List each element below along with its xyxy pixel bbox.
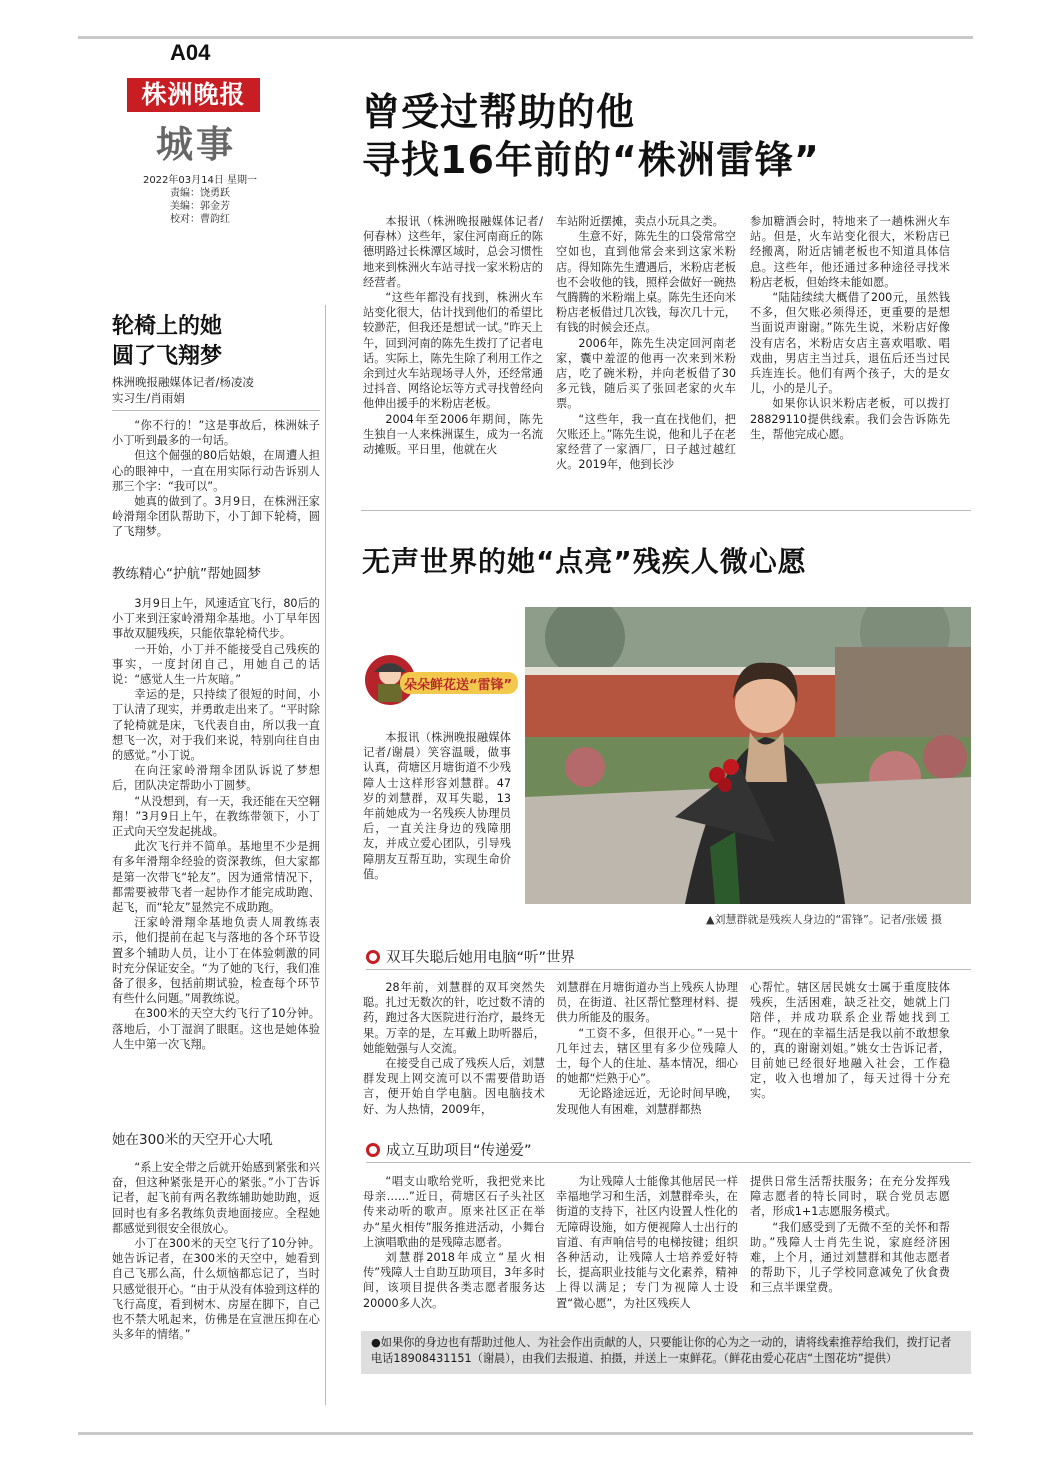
story2-sec1-col3: 心帮忙。辖区居民姚女士属于重度肢体残疾，生活困难，缺乏社交，她就上门陪伴，并成功联系企业帮她找到工作。“现在的幸福生活是我以前不敢想象的，真的谢谢刘姐。”姚女士告诉记者，目前她已经很好地融入社会，工作稳定，收入也增加了，每天过得十分充实。	[750, 981, 950, 1101]
page-number: A04	[170, 40, 211, 65]
column-divider	[325, 305, 326, 1405]
credits	[130, 174, 270, 226]
credit-editor: 责编：饶勇跃	[170, 188, 230, 199]
story1-col3: 参加糖酒会时，特地来了一趟株洲火车站。但是，火车站变化很大，米粉店已经搬离，附近店铺老板也不知道具体信息。这些年，他还通过多种途径寻找米粉店老板，但始终未能如愿。 “陆陆续续大概借了200元，虽然钱不多，但欠账必须得还，更重要的是想当面说声谢谢。”陈先生说，米粉店好像没有店名，米粉店女店主喜欢唱歌、唱戏曲，男店主当过兵，退伍后还当过民兵连连长。他们有两个孩子，大的是女儿，小的是儿子。 如果你认识米粉店老板，可以拨打28829110提供线索。我们会告诉陈先生，帮他完成心愿。	[750, 215, 950, 441]
left-subhead-1: 教练精心“护航”帮她圆梦	[112, 566, 261, 582]
leifeng-badge	[360, 650, 525, 724]
story2-headline: 无声世界的她“点亮”残疾人微心愿	[362, 545, 807, 578]
credit-date: 2022年03月14日 星期一	[142, 175, 258, 186]
bottom-rule	[78, 1432, 973, 1435]
story2-sec1-col1: 28年前，刘慧群的双耳突然失聪。扎过无数次的针，吃过数不清的药，跑过各大医院进行治疗，最终无果。万幸的是，左耳戴上助听器后，她能勉强与人交流。 在接受自己成了残疾人后，刘慧群发现上网交流可以不需要借助语言，便开始自学电脑。因电脑技术好、为人热情，2009年，	[363, 981, 545, 1116]
story2-sec2-col3: 提供日常生活帮扶服务；在充分发挥残障志愿者的特长同时，联合党员志愿者，形成1+1志愿服务模式。 “我们感受到了无微不至的关怀和帮助。”残障人士肖先生说，家庭经济困难，上个月，通过刘慧群和其他志愿者的帮助下，儿子学校同意减免了伙食费和三点半课堂费。	[750, 1175, 950, 1295]
story1-headline: 曾受过帮助的他 寻找16年前的“株洲雷锋”	[362, 90, 820, 182]
left-story-byline: 株洲晚报融媒体记者/杨凌凌 实习生/肖雨娟	[112, 375, 254, 405]
left-subhead-2: 她在300米的天空开心大吼	[112, 1132, 273, 1148]
subhead1-rule	[366, 969, 971, 970]
tip-note-box: ●如果你的身边也有帮助过他人、为社会作出贡献的人，只要能让你的心为之一动的，请将线索推荐给我们，拨打记者电话18908431151（谢晨），由我们去报道、拍摄，并送上一束鲜花。（鲜花由爱心花店“土图花坊”提供）	[361, 1331, 971, 1374]
story2-sec2-col2: 为让残障人士能像其他居民一样幸福地学习和生活，刘慧群牵头，在街道的支持下，社区内设置人性化的无障碍设施，如方便视障人士出行的盲道、有声响信号的电梯按键；组织各种活动，让残障人士培养爱好特长，提高职业技能与文化素养，精神上得以满足；专门为视障人士设置“微心愿”，为社区残疾人	[556, 1175, 738, 1310]
photo-liu-huiqun	[525, 607, 971, 904]
left-story-part1: 3月9日上午，风速适宜飞行，80后的小丁来到汪家岭滑翔伞基地。小丁早年因事故双腿残疾，只能依靠轮椅代步。 一开始，小丁并不能接受自己残疾的事实，一度封闭自己，用她自己的话说：“感觉人生一片灰暗。” 幸运的是，只持续了很短的时间，小丁认清了现实，并勇敢走出来了。“平时除了轮椅就是床，飞代表自由，所以我一直想飞一次，对于我们来说，特别向往自由的感觉。”小丁说。 在向汪家岭滑翔伞团队诉说了梦想后，团队决定帮助小丁圆梦。 “从没想到，有一天，我还能在天空翱翔！”3月9日上午，在教练带领下，小丁正式向天空发起挑战。 此次飞行并不简单。基地里不少是拥有多年滑翔伞经验的资深教练，但大家都是第一次带飞“轮友”。因为通常情况下，都需要被带飞者一起协作才能完成助跑、起飞，而“轮友”显然完不成助跑。 汪家岭滑翔伞基地负责人周教练表示，他们提前在起飞与落地的各个环节设置多个辅助人员，让小丁在体验刺激的同时充分保证安全。“为了她的飞行，我们准备了很多，包括前期试验，检查每个环节有些什么问题。”周教练说。 在300米的天空大约飞行了10分钟。落地后，小丁湿润了眼眶。这也是她体验人生中第一次飞翔。	[112, 597, 320, 1051]
badge-label: 朵朵鲜花送“雷锋”	[404, 678, 513, 693]
story2-intro: 本报讯（株洲晚报融媒体记者/谢晨）笑容温暖，做事认真，荷塘区月塘街道不少残障人士这样形容刘慧群。47岁的刘慧群，双耳失聪，13年前她成为一名残疾人协理员后，一直关注身边的残障朋友，并成立爱心团队，引导残障朋友互帮互助，实现生命价值。	[363, 731, 511, 881]
masthead-logo: 株洲晚报	[127, 78, 260, 112]
divider	[361, 510, 971, 511]
top-rule	[78, 36, 973, 39]
left-story-intro: “你不行的！”这是事故后，株洲妹子小丁听到最多的一句话。 但这个倔强的80后姑娘，在周遭人担心的眼神中，一直在用实际行动告诉别人那三个字：“我可以”。 她真的做到了。3月9日，在株洲汪家岭滑翔伞团队帮助下，小丁卸下轮椅，圆了飞翔梦。	[112, 419, 320, 539]
story1-col2: 车站附近摆摊，卖点小玩具之类。 生意不好，陈先生的口袋常常空空如也，直到他常会来到这家米粉店。得知陈先生遭遇后，米粉店老板也不会收他的钱，照样会做好一碗热气腾腾的米粉端上桌。陈先生还向米粉店老板借过几次钱，每次几十元，有钱的时候会还点。 2006年，陈先生决定回河南老家，囊中羞涩的他再一次来到米粉店，吃了碗米粉，并向老板借了30多元钱，随后买了张回老家的火车票。 “这些年，我一直在找他们，把欠账还上。”陈先生说，他和儿子在老家经营了一家酒厂，日子越过越红火。2019年，他到长沙	[556, 215, 736, 472]
subhead2-rule	[366, 1162, 971, 1163]
story2-sec1-col2: 刘慧群在月塘街道办当上残疾人协理员，在街道、社区帮忙整理材料、提供力所能及的服务。 “工资不多，但很开心。”一晃十几年过去，辖区里有多少位残障人士，每个人的住址、基本情况，细心的她都“烂熟于心”。 无论路途远近，无论时间早晚，发现他人有困难，刘慧群都热	[556, 981, 738, 1116]
section-title: 城事	[156, 122, 236, 166]
story2-subhead-1: 双耳失聪后她用电脑“听”世界	[366, 946, 575, 967]
red-circle-icon	[366, 950, 380, 964]
photo-caption: ▲刘慧群就是残疾人身边的“雷锋”。记者/张媛 摄	[706, 913, 943, 926]
byline-divider	[112, 410, 320, 411]
left-story-part2: “系上安全带之后就开始感到紧张和兴奋，但这种紧张是开心的紧张。”小丁告诉记者，起飞前有两名教练辅助她助跑，返回时也有多名教练负责地面接应。全程她都感觉到很安全很放心。 小丁在300米的天空飞行了10分钟。她告诉记者，在300米的天空中，她看到自己飞那么高，什么烦恼都忘记了，当时只感觉很开心。“由于从没有体验到这样的飞行高度，看到树木、房屋在脚下，自己也不禁大吼起来，仿佛是在宣泄压抑在心头多年的情绪。”	[112, 1161, 320, 1342]
story2-sec2-col1: “唱支山歌给党听，我把党来比母亲……”近日，荷塘区石子头社区传来动听的歌声。原来社区正在举办“星火相传”服务推进活动，小舞台上演唱歌曲的是残障志愿者。 刘慧群2018年成立“星火相传”残障人士自助互助项目，3年多时间，该项目提供各类志愿者服务达20000多人次。	[363, 1175, 545, 1310]
story2-subhead-2: 成立互助项目“传递爱”	[366, 1139, 532, 1160]
portrait-photo	[525, 607, 971, 904]
credit-designer: 美编：郭金芳	[170, 201, 230, 212]
red-circle-icon	[366, 1143, 380, 1157]
credit-proofreader: 校对：曹韵红	[170, 214, 230, 225]
story1-col1: 本报讯（株洲晚报融媒体记者/何春林）这些年，家住河南商丘的陈德明路过长株潭区域时，总会习惯性地来到株洲火车站寻找一家米粉店的经营者。 “这些年都没有找到，株洲火车站变化很大，估计找到他们的希望比较渺茫，但我还是想试一试。”昨天上午，回到河南的陈先生拨打了记者电话。实际上，陈先生除了利用工作之余到过火车站现场寻人外，还经常通过抖音、网络论坛等方式寻找曾经向他伸出援手的米粉店老板。 2004年至2006年期间，陈先生独自一人来株洲谋生，成为一名流动摊贩。平日里，他就在火	[363, 215, 543, 457]
left-story-title: 轮椅上的她 圆了飞翔梦	[112, 314, 223, 369]
